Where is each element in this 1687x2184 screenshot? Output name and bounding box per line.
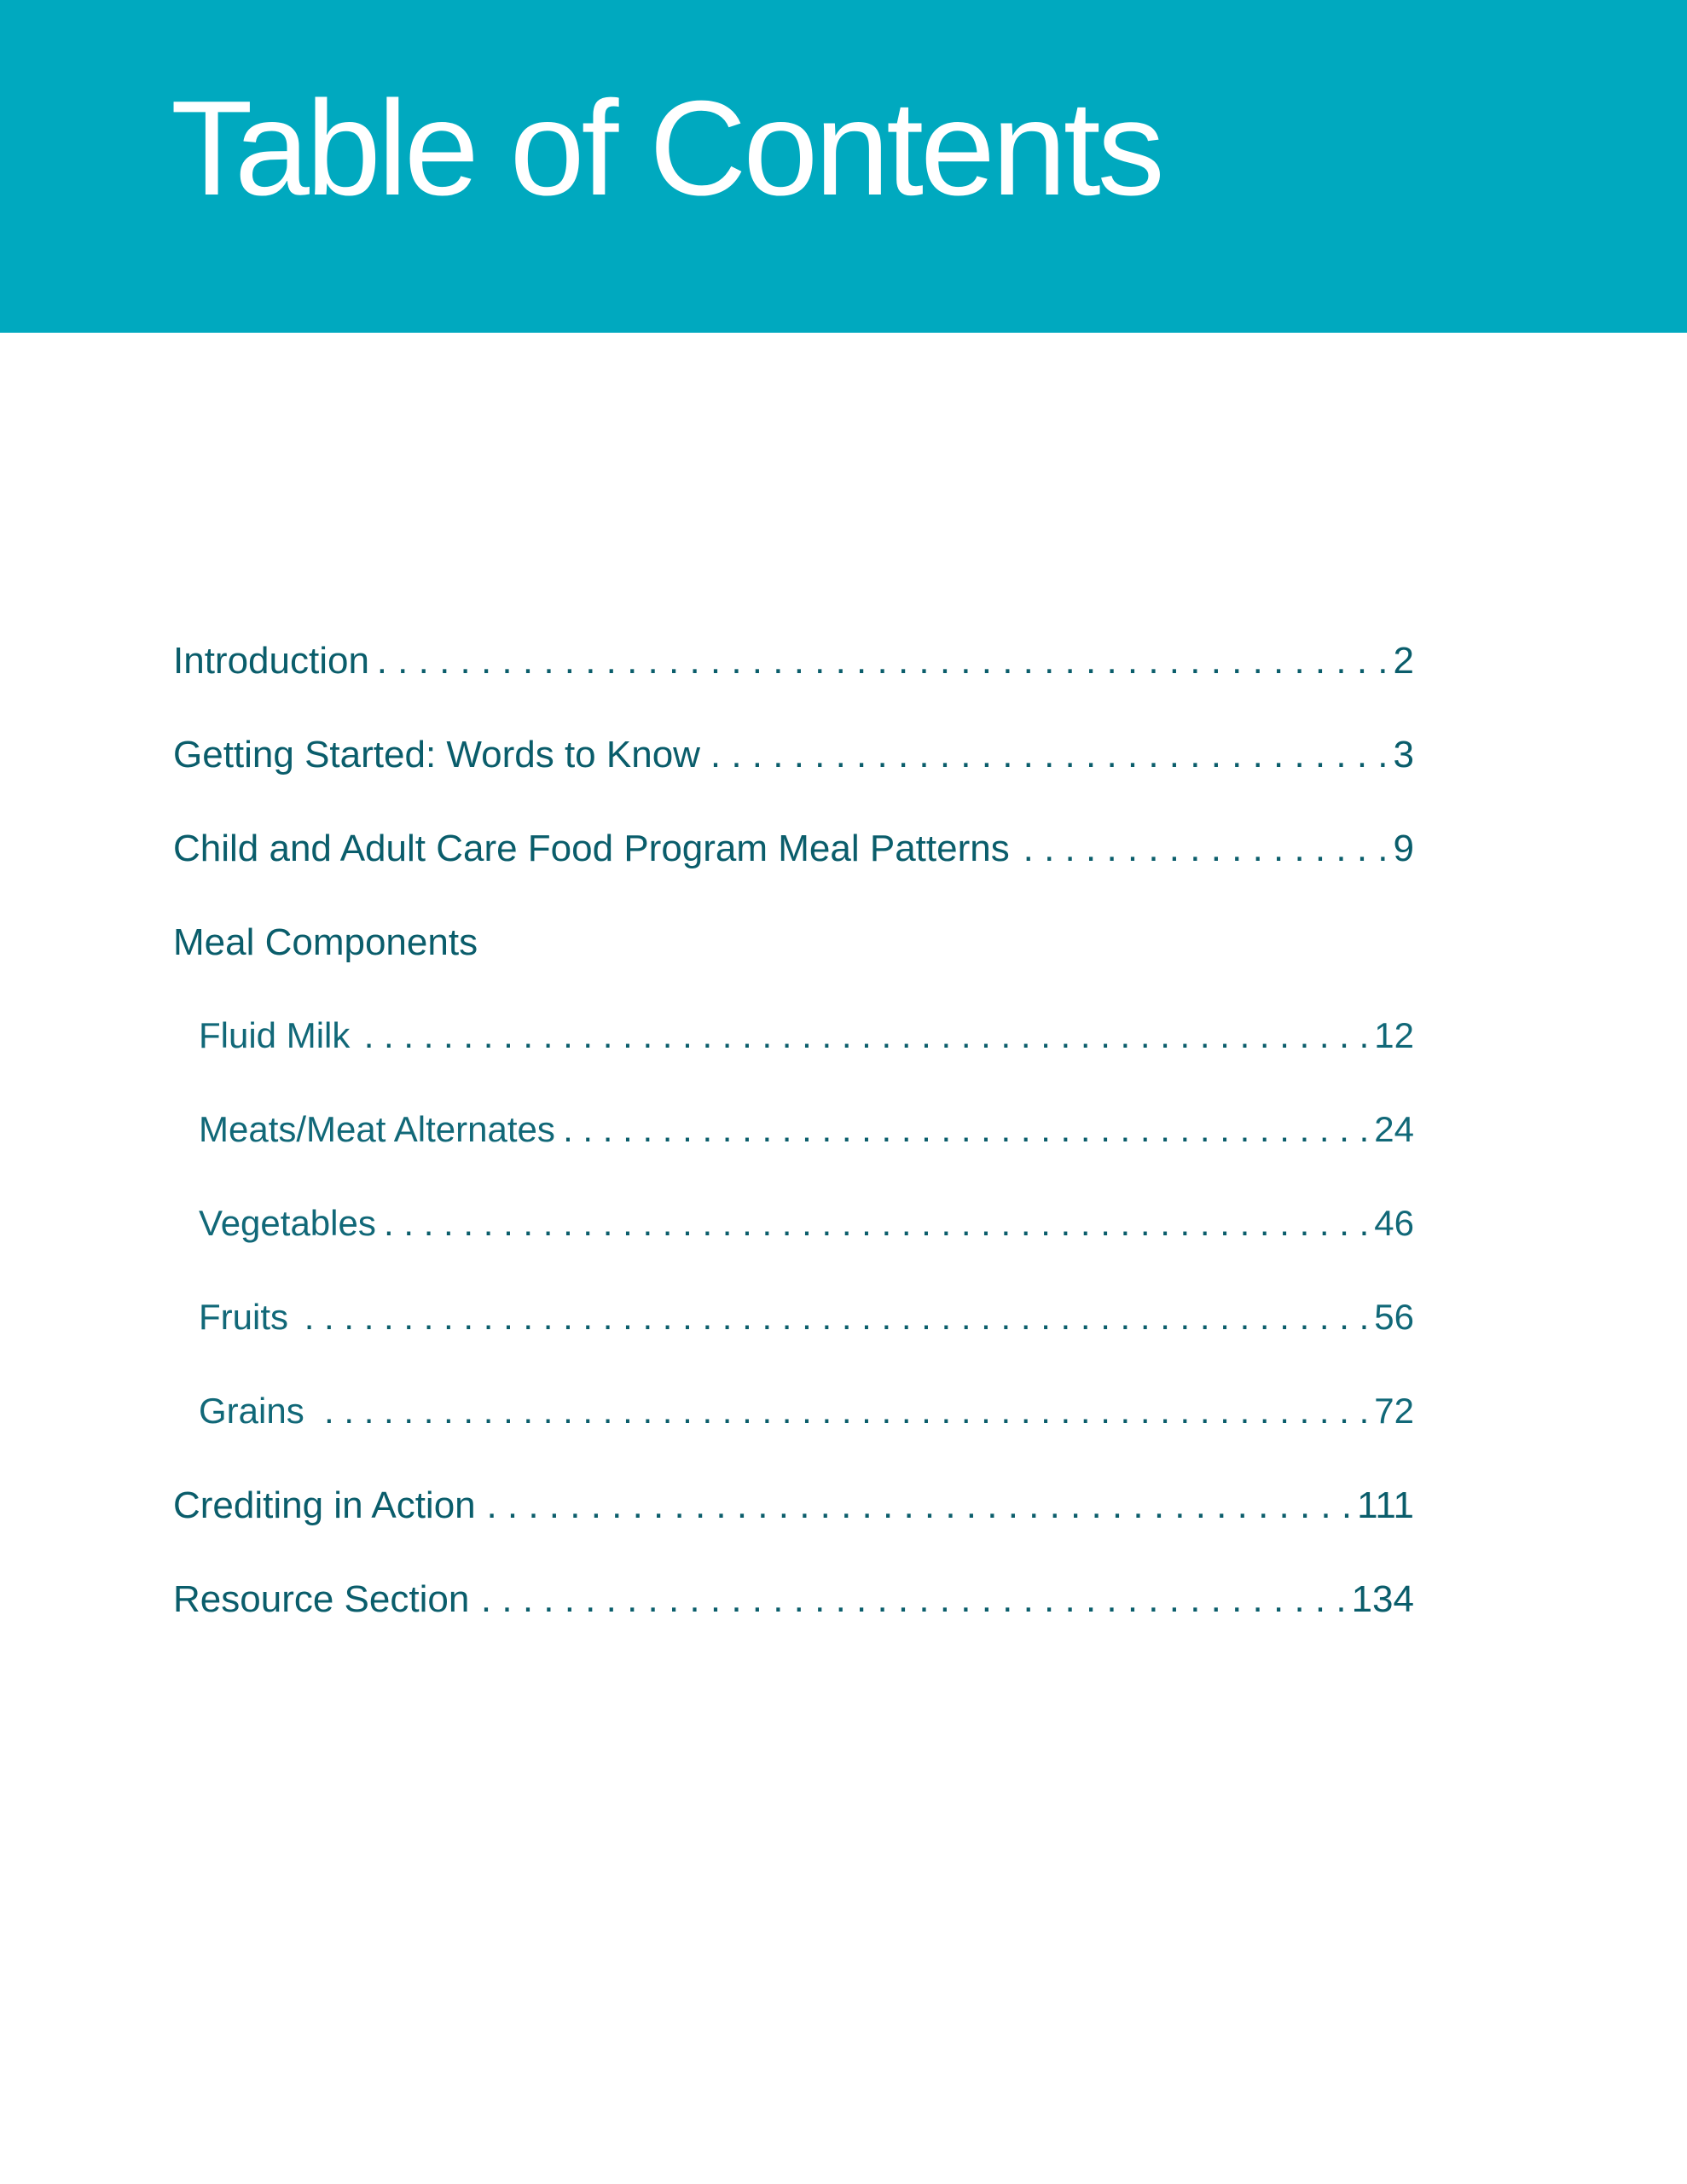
toc-entry-fluid-milk[interactable]	[173, 1015, 1414, 1109]
toc-entry-label: Introduction	[173, 640, 369, 682]
page-title: Table of Contents	[171, 73, 1162, 224]
toc-entry-label: Grains	[199, 1391, 304, 1431]
toc-entry-getting-started[interactable]	[173, 734, 1414, 828]
toc-entry-page-number: 3	[1393, 734, 1414, 775]
toc-entry-label: Fruits	[199, 1297, 288, 1337]
toc-entry-label: Meats/Meat Alternates	[199, 1109, 555, 1149]
dot-leader	[484, 1484, 1352, 1527]
toc-entry-meal-patterns[interactable]	[173, 828, 1414, 921]
toc-entry-label: Getting Started: Words to Know	[173, 734, 700, 775]
toc-entry-page-number: 111	[1357, 1484, 1414, 1526]
toc-entry-grains[interactable]	[173, 1391, 1414, 1484]
toc-entry-label: Fluid Milk	[199, 1015, 351, 1055]
toc-entry-page-number: 46	[1374, 1203, 1414, 1243]
toc-entry-resource-section[interactable]	[173, 1578, 1414, 1672]
toc-entry-page-number: 9	[1393, 828, 1414, 869]
toc-entry-vegetables[interactable]	[173, 1203, 1414, 1297]
toc-entry-page-number: 56	[1374, 1297, 1414, 1337]
toc-section-heading-meal-components	[173, 921, 1414, 1015]
dot-leader	[297, 1297, 1369, 1338]
dot-leader	[358, 1015, 1369, 1056]
dot-leader	[478, 1578, 1346, 1621]
toc-entry-label: Meal Components	[173, 921, 478, 963]
toc-entry-introduction[interactable]	[173, 640, 1414, 734]
toc-entry-page-number: 72	[1374, 1391, 1414, 1431]
toc-entry-page-number: 24	[1374, 1109, 1414, 1149]
toc-entry-label: Child and Adult Care Food Program Meal Patterns	[173, 828, 1010, 869]
toc-entry-meats-meat-alternates[interactable]	[173, 1109, 1414, 1203]
toc-entry-label: Vegetables	[199, 1203, 376, 1243]
toc-entry-page-number: 2	[1393, 640, 1414, 682]
dot-leader	[709, 734, 1388, 776]
toc-entry-label: Crediting in Action	[173, 1484, 476, 1526]
toc-entry-crediting-in-action[interactable]	[173, 1484, 1414, 1578]
toc-entry-fruits[interactable]	[173, 1297, 1414, 1391]
dot-leader	[385, 1203, 1369, 1244]
table-of-contents	[173, 640, 1414, 1672]
dot-leader	[378, 640, 1388, 682]
header-band	[0, 0, 1687, 333]
toc-entry-page-number: 12	[1374, 1015, 1414, 1055]
toc-entry-page-number: 134	[1351, 1578, 1414, 1620]
toc-entry-label: Resource Section	[173, 1578, 470, 1620]
dot-leader	[564, 1109, 1369, 1150]
dot-leader	[313, 1391, 1370, 1432]
dot-leader	[1018, 828, 1388, 870]
